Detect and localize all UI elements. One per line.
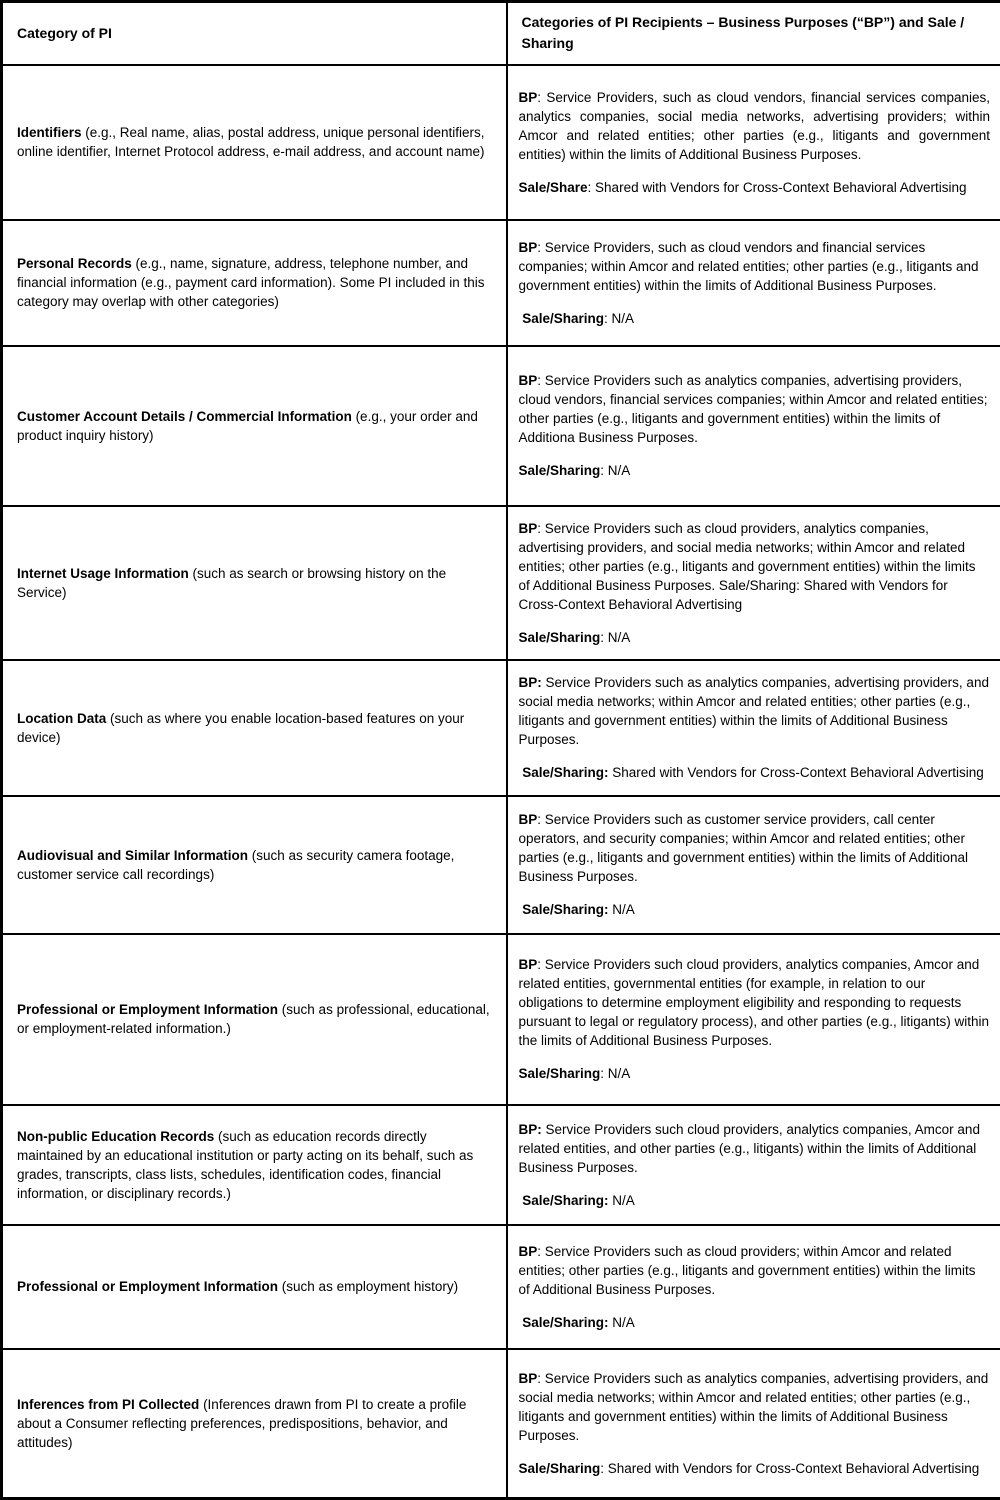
table-row (2, 934, 1000, 1105)
sale-description: Shared with Vendors for Cross-Context Behavioral Advertising (608, 765, 984, 780)
header-category-of-pi: Category of PI (2, 2, 507, 65)
category-description: (such as education records directly maintained by an educational institution or party acting on its behalf, such as grades, transcripts, class lists, schedules, identification codes, financial information, or disciplinary records.) (17, 1128, 474, 1201)
bp-description: : Service Providers, such as cloud vendors, financial services companies, analytics companies, social media networks, advertising providers; within Amcor and related entities; other parties (e.g., litigants and government entities) within the limits of Additional Business Purposes. (518, 89, 990, 162)
category-description: (such as search or browsing history on the Service) (17, 565, 447, 600)
table-row (2, 65, 1000, 220)
bp-label: BP (518, 1243, 538, 1259)
category-text (17, 407, 491, 445)
category-cell (2, 934, 507, 1105)
category-cell (2, 1349, 507, 1499)
sale-text (519, 1459, 991, 1478)
bp-text (519, 955, 991, 1050)
category-description: (e.g., name, signature, address, telephone number, and financial information (e.g., payment card information). Some PI included in this category may overlap with other categories) (17, 256, 485, 309)
bp-label: BP: (518, 1121, 542, 1137)
bp-description: : Service Providers such as analytics companies, advertising providers, and social media networks; within Amcor and related entities; other parties (e.g., litigants and government entities) within the limits of Additional Business Purposes. (518, 1370, 989, 1443)
sale-text (519, 628, 991, 647)
bp-description: : Service Providers such as cloud providers; within Amcor and related entities; other parties (e.g., litigants and government entities) within the limits of Additional Business Purposes. (518, 1243, 976, 1297)
recipients-cell (507, 220, 1000, 346)
category-text (17, 1000, 491, 1038)
bp-label: BP (518, 89, 538, 105)
recipients-cell (507, 506, 1000, 660)
bp-label: BP (518, 239, 538, 255)
table-row (2, 796, 1000, 934)
sale-description: : N/A (600, 463, 631, 478)
recipients-cell (507, 1349, 1000, 1499)
sale-description: N/A (608, 1192, 635, 1208)
sale-description: : N/A (600, 1066, 631, 1081)
category-text (17, 254, 491, 311)
table-row (2, 660, 1000, 796)
category-text (17, 564, 491, 602)
table-row (2, 346, 1000, 506)
bp-description: Service Providers such as analytics companies, advertising providers, and social media networks; within Amcor and related entities; other parties (e.g., litigants and government entities) within the limits of Additional Business Purposes. (518, 675, 989, 747)
category-cell (2, 346, 507, 506)
recipients-cell (507, 1225, 1000, 1349)
bp-text (519, 1242, 991, 1299)
category-text (17, 709, 491, 747)
sale-text (519, 1064, 991, 1083)
bp-text (519, 371, 991, 447)
bp-text (519, 238, 991, 295)
category-description: (e.g., Real name, alias, postal address, unique personal identifiers, online identifier, Internet Protocol address, e-mail address, and account name) (17, 125, 485, 159)
category-term: Inferences from PI Collected (17, 1396, 200, 1412)
category-cell (2, 1225, 507, 1349)
category-term: Non-public Education Records (17, 1128, 215, 1144)
bp-description: : Service Providers, such as cloud vendors and financial services companies; within Amcor and related entities; other parties (e.g., litigants and government entities) within the limits of Additional Business Purposes. (518, 239, 979, 293)
table-row (2, 220, 1000, 346)
recipients-cell (507, 65, 1000, 220)
category-cell (2, 65, 507, 220)
sale-label: Sale/Sharing (518, 629, 601, 645)
recipients-cell (507, 934, 1000, 1105)
recipients-cell (507, 796, 1000, 934)
table-row (2, 506, 1000, 660)
category-cell (2, 506, 507, 660)
bp-text (519, 810, 991, 886)
category-term: Professional or Employment Information (17, 1002, 279, 1017)
recipients-cell (507, 346, 1000, 506)
category-description: (such as professional, educational, or employment-related information.) (17, 1002, 490, 1036)
category-text (17, 846, 491, 884)
recipients-cell (507, 1105, 1000, 1225)
sale-label: Sale/Share (518, 179, 588, 195)
sale-description: : Shared with Vendors for Cross-Context Behavioral Advertising (600, 1460, 980, 1476)
category-term: Professional or Employment Information (17, 1279, 279, 1294)
sale-text (519, 178, 991, 197)
category-text (17, 1395, 491, 1452)
table-row (2, 1349, 1000, 1499)
bp-text (519, 88, 991, 164)
bp-description: : Service Providers such as analytics companies, advertising providers, cloud vendors, financial services companies; within Amcor and related entities; other parties (e.g., litigants and government entities) within the limits of Additiona Business Purposes. (518, 373, 988, 445)
sale-description: N/A (608, 902, 635, 917)
category-text (17, 1127, 491, 1203)
category-term: Location Data (17, 710, 107, 726)
bp-text (519, 1120, 991, 1177)
bp-text (519, 673, 991, 749)
bp-label: BP (518, 520, 538, 536)
sale-text (519, 900, 991, 919)
bp-description: : Service Providers such as cloud providers, analytics companies, advertising providers, and social media networks; within Amcor and related entities; other parties (e.g., litigants and government entities) within the limits of Additional Business Purposes. Sale/Sharing: Shared with Vendors for Cross-Context Behavioral Advertising (518, 520, 976, 612)
sale-description: : Shared with Vendors for Cross-Context Behavioral Advertising (587, 179, 967, 195)
bp-label: BP (518, 812, 538, 827)
sale-label: Sale/Sharing: (518, 1192, 609, 1208)
header-row (2, 2, 1000, 65)
sale-label: Sale/Sharing (518, 1460, 601, 1476)
sale-text (519, 1313, 991, 1332)
sale-text (519, 309, 991, 328)
category-term: Personal Records (17, 256, 132, 271)
bp-label: BP: (518, 675, 542, 690)
sale-description: : N/A (604, 310, 635, 326)
sale-text (519, 1191, 991, 1210)
bp-label: BP (518, 1370, 538, 1386)
category-text (17, 123, 491, 161)
sale-label: Sale/Sharing (518, 1066, 601, 1081)
category-text (17, 1277, 491, 1296)
category-description: (such as where you enable location-based features on your device) (17, 710, 465, 745)
sale-text (519, 461, 991, 480)
sale-text (519, 763, 991, 782)
table-row (2, 1225, 1000, 1349)
category-description: (such as security camera footage, customer service call recordings) (17, 847, 455, 882)
sale-label: Sale/Sharing: (518, 1314, 609, 1330)
category-cell (2, 796, 507, 934)
sale-label: Sale/Sharing (518, 463, 601, 478)
sale-description: : N/A (600, 629, 631, 645)
bp-text (519, 1369, 991, 1445)
recipients-cell (507, 660, 1000, 796)
category-term: Customer Account Details / Commercial Information (17, 408, 352, 424)
header-pi-recipients: Categories of PI Recipients – Business Purposes (“BP”) and Sale / Sharing (507, 2, 1000, 65)
category-term: Internet Usage Information (17, 565, 189, 581)
bp-label: BP (518, 373, 538, 388)
category-description: (Inferences drawn from PI to create a profile about a Consumer reflecting preferences, predispositions, behavior, and attitudes) (17, 1396, 467, 1450)
bp-description: Service Providers such cloud providers, analytics companies, Amcor and related entities, and other parties (e.g., litigants) within the limits of Additional Business Purposes. (518, 1121, 980, 1175)
bp-text (519, 519, 991, 614)
bp-description: : Service Providers such cloud providers, analytics companies, Amcor and related entities, governmental entities (for example, in relation to our obligations to determine employment eligibility and responding to requests pursuant to legal or regulatory process), and other parties (e.g., litigants) within the limits of Additional Business Purposes. (518, 957, 989, 1048)
category-term: Identifiers (17, 125, 82, 140)
sale-description: N/A (608, 1314, 635, 1330)
category-cell (2, 660, 507, 796)
sale-label: Sale/Sharing: (518, 765, 609, 780)
bp-description: : Service Providers such as customer service providers, call center operators, and security companies; within Amcor and related entities; other parties (e.g., litigants and government entities) within the limits of Additional Business Purposes. (518, 812, 968, 884)
category-term: Audiovisual and Similar Information (17, 847, 249, 863)
category-description: (e.g., your order and product inquiry history) (17, 408, 478, 443)
table-row (2, 1105, 1000, 1225)
sale-label: Sale/Sharing (518, 310, 605, 326)
category-cell (2, 1105, 507, 1225)
category-description: (such as employment history) (278, 1279, 459, 1294)
bp-label: BP (518, 957, 538, 972)
category-cell (2, 220, 507, 346)
sale-label: Sale/Sharing: (518, 902, 609, 917)
